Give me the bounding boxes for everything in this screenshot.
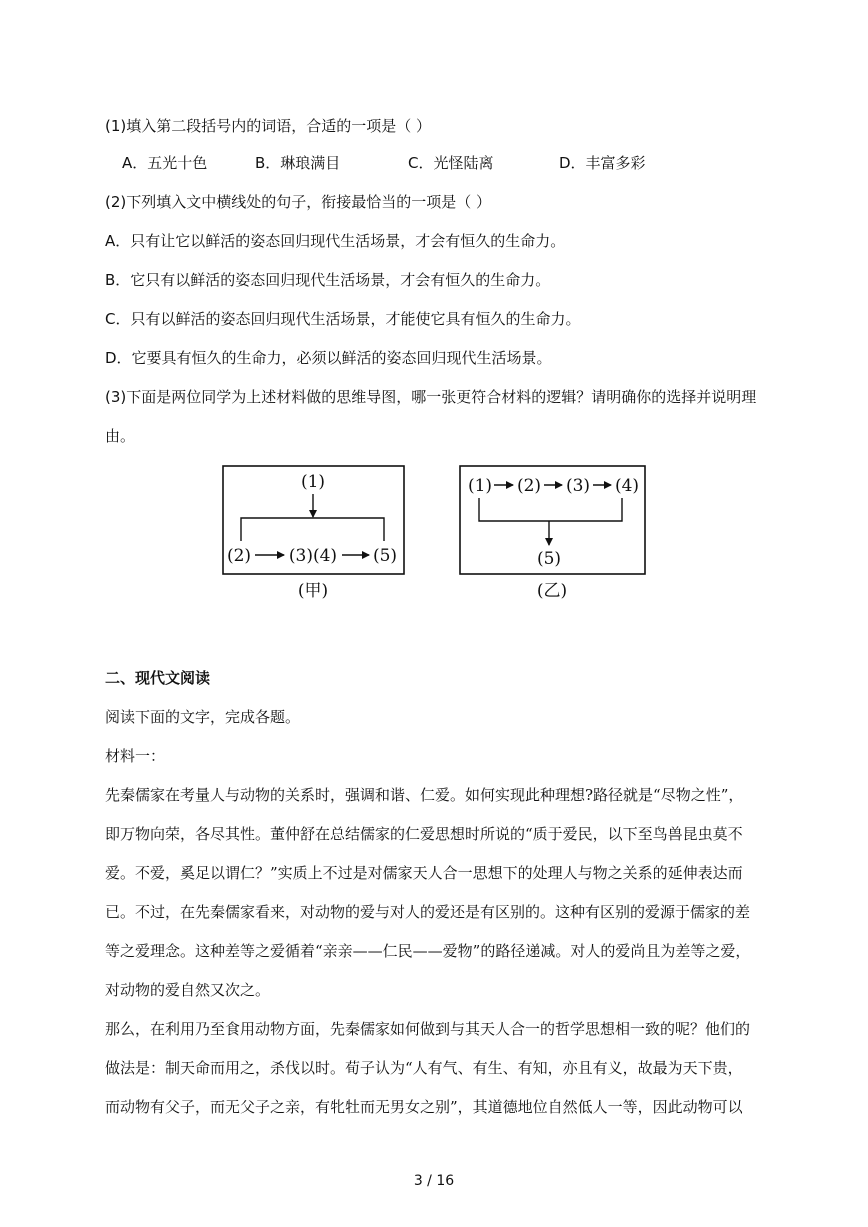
yi-node-2: (2) xyxy=(516,476,542,496)
paragraph-2-line: 而动物有父子，而无父子之亲，有牝牡而无男女之别”，其道德地位自然低人一等，因此动物可以 xyxy=(105,1098,743,1116)
diagram-jia xyxy=(223,466,404,601)
mind-map-diagrams xyxy=(222,465,652,605)
q1-option-b: B．琳琅满目 xyxy=(255,154,341,172)
mind-map-svg xyxy=(222,465,652,605)
q2-option-a: A．只有让它以鲜活的姿态回归现代生活场景，才会有恒久的生命力。 xyxy=(105,232,566,250)
q2-option-c: C．只有以鲜活的姿态回归现代生活场景，才能使它具有恒久的生命力。 xyxy=(105,310,581,328)
q2-option-b: B．它只有以鲜活的姿态回归现代生活场景，才会有恒久的生命力。 xyxy=(105,271,551,289)
paragraph-1-line: 爱。不爱，奚足以谓仁？”实质上不过是对儒家天人合一思想下的处理人与物之关系的延伸表达而 xyxy=(105,864,743,882)
paragraph-1-line: 先秦儒家在考量人与动物的关系时，强调和谐、仁爱。如何实现此种理想?路径就是“尽物之性”， xyxy=(105,786,744,804)
jia-node-1: (1) xyxy=(300,472,326,492)
page-number: 3 / 16 xyxy=(413,1173,455,1189)
material-label: 材料一： xyxy=(105,747,166,765)
paragraph-1-line: 等之爱理念。这种差等之爱循着“亲亲——仁民——爱物”的路径递减。对人的爱尚且为差等之爱， xyxy=(105,942,751,960)
question-2-stem: (2)下列填入文中横线处的句子，衔接最恰当的一项是（ ） xyxy=(105,193,492,211)
jia-node-3-4: (3)(4) xyxy=(288,546,338,566)
question-1-stem: (1)填入第二段括号内的词语，合适的一项是（ ） xyxy=(105,117,432,135)
yi-node-4: (4) xyxy=(614,476,640,496)
paragraph-2-line: 做法是：制天命而用之，杀伐以时。荀子认为“人有气、有生、有知，亦且有义，故最为天下贵， xyxy=(105,1059,743,1077)
yi-caption: (乙) xyxy=(536,581,568,601)
question-3-stem-line2: 由。 xyxy=(105,427,136,445)
q2-option-d: D．它要具有恒久的生命力，必须以鲜活的姿态回归现代生活场景。 xyxy=(105,349,552,367)
yi-bracket xyxy=(479,498,622,521)
jia-bracket xyxy=(241,518,384,541)
paragraph-1-line: 即万物向荣，各尽其性。董仲舒在总结儒家的仁爱思想时所说的“质于爱民，以下至鸟兽昆虫莫不 xyxy=(105,825,743,843)
reading-instruction: 阅读下面的文字，完成各题。 xyxy=(105,708,301,726)
yi-node-3: (3) xyxy=(565,476,591,496)
paragraph-1-line: 已。不过，在先秦儒家看来，对动物的爱与对人的爱还是有区别的。这种有区别的爱源于儒家的差 xyxy=(105,903,751,921)
diagram-yi xyxy=(460,466,645,601)
question-3-stem-line1: (3)下面是两位同学为上述材料做的思维导图，哪一张更符合材料的逻辑？请明确你的选择并说明理 xyxy=(105,388,757,406)
jia-node-2: (2) xyxy=(226,546,252,566)
jia-node-5: (5) xyxy=(372,546,398,566)
jia-caption: (甲) xyxy=(297,581,329,601)
q1-option-d: D．丰富多彩 xyxy=(559,154,646,172)
yi-node-5: (5) xyxy=(536,549,562,569)
section-heading: 二、现代文阅读 xyxy=(105,669,211,687)
paragraph-1-line: 对动物的爱自然又次之。 xyxy=(105,981,271,999)
q1-option-a: A．五光十色 xyxy=(122,154,208,172)
q1-option-c: C．光怪陆离 xyxy=(408,154,494,172)
yi-node-1: (1) xyxy=(467,476,493,496)
paragraph-2-line: 那么，在利用乃至食用动物方面，先秦儒家如何做到与其天人合一的哲学思想相一致的呢？他们的 xyxy=(105,1020,751,1038)
